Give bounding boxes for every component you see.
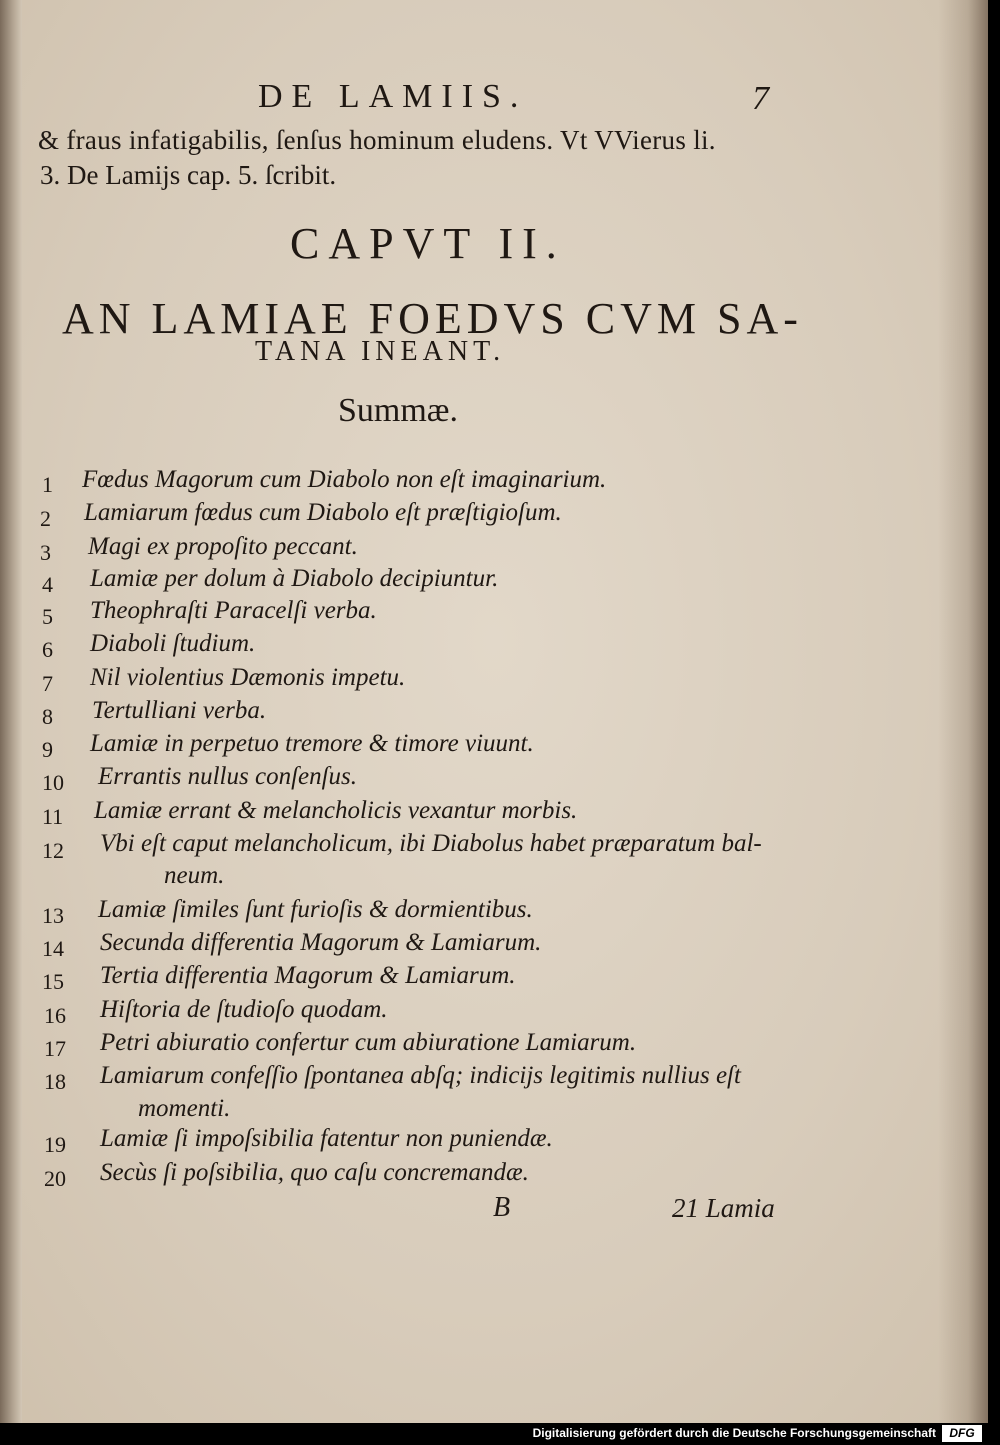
running-title: DE LAMIIS. — [258, 78, 528, 115]
item-number: 5 — [42, 604, 53, 629]
summary-item: Secunda differentia Magorum & Lamiarum. — [100, 929, 542, 956]
item-number: 2 — [40, 506, 51, 531]
summary-item: Lamiæ in perpetuo tremore & timore viuunt. — [90, 730, 534, 757]
summary-heading: Summæ. — [338, 392, 458, 429]
item-number: 14 — [42, 936, 64, 961]
item-number: 3 — [40, 540, 51, 565]
item-number: 16 — [44, 1003, 66, 1028]
page-gutter — [0, 0, 22, 1423]
item-number: 19 — [44, 1132, 66, 1157]
footer-bar — [0, 1423, 1000, 1445]
summary-item: Nil violentius Dæmonis impetu. — [90, 664, 406, 691]
summary-item: Secùs ſi poſsibilia, quo caſu concremandæ. — [100, 1159, 529, 1186]
summary-item: Hiſtoria de ſtudioſo quodam. — [100, 996, 388, 1023]
item-number: 7 — [42, 671, 53, 696]
summary-item: Diaboli ſtudium. — [90, 630, 256, 657]
continuation-line-2: 3. De Lamijs cap. 5. ſcribit. — [40, 160, 337, 190]
item-number: 4 — [42, 572, 53, 597]
summary-item: Lamiarum fœdus cum Diabolo eſt præſtigioſum. — [84, 499, 562, 526]
item-number: 10 — [42, 770, 64, 795]
summary-item: Lamiæ errant & melancholicis vexantur morbis. — [94, 797, 578, 824]
item-number: 15 — [42, 969, 64, 994]
item-number: 9 — [42, 737, 53, 762]
summary-item: Fœdus Magorum cum Diabolo non eſt imaginarium. — [82, 466, 607, 493]
summary-item: Theophraſti Paracelſi verba. — [90, 597, 377, 624]
funding-credit: Digitalisierung gefördert durch die Deutsche Forschungsgemeinschaft — [532, 1426, 936, 1440]
summary-item: Lamiæ ſimiles ſunt furioſis & dormientibus. — [98, 896, 533, 923]
chapter-title-line-1: AN LAMIAE FOEDVS CVM SA- — [62, 294, 803, 343]
catchword: 21 Lamia — [672, 1193, 775, 1223]
item-number: 8 — [42, 704, 53, 729]
summary-item: Petri abiuratio confertur cum abiuratione Lamiarum. — [100, 1029, 637, 1056]
summary-item: Tertulliani verba. — [92, 697, 267, 724]
summary-item: Tertia differentia Magorum & Lamiarum. — [100, 962, 516, 989]
page-number: 7 — [752, 80, 769, 117]
item-number: 11 — [42, 804, 64, 829]
item-number: 17 — [44, 1036, 66, 1061]
item-number: 1 — [42, 472, 53, 497]
summary-item: Lamiæ per dolum à Diabolo decipiuntur. — [90, 565, 499, 592]
summary-item: Magi ex propoſito peccant. — [88, 533, 358, 560]
item-number: 13 — [42, 903, 64, 928]
item-number: 6 — [42, 637, 53, 662]
summary-item-continuation: neum. — [164, 862, 225, 889]
signature-mark: B — [493, 1192, 511, 1223]
item-number: 12 — [42, 838, 64, 863]
page-edge-shadow — [938, 0, 988, 1423]
item-number: 18 — [44, 1069, 66, 1094]
item-number: 20 — [44, 1166, 66, 1191]
summary-item: Vbi eſt caput melancholicum, ibi Diabolus habet præparatum bal- — [100, 830, 762, 857]
summary-item: Errantis nullus conſenſus. — [98, 763, 358, 790]
chapter-heading: CAPVT II. — [290, 219, 566, 268]
summary-item: Lamiarum confeſſio ſpontanea abſq; indicijs legitimis nullius eſt — [100, 1062, 741, 1089]
summary-item-continuation: momenti. — [138, 1095, 231, 1122]
chapter-title-line-2: TANA INEANT. — [255, 336, 506, 367]
dfg-logo: DFG — [942, 1425, 982, 1442]
continuation-line-1: & fraus infatigabilis, ſenſus hominum eludens. Vt VVierus li. — [38, 125, 716, 155]
summary-item: Lamiæ ſi impoſsibilia fatentur non puniendæ. — [100, 1125, 553, 1152]
